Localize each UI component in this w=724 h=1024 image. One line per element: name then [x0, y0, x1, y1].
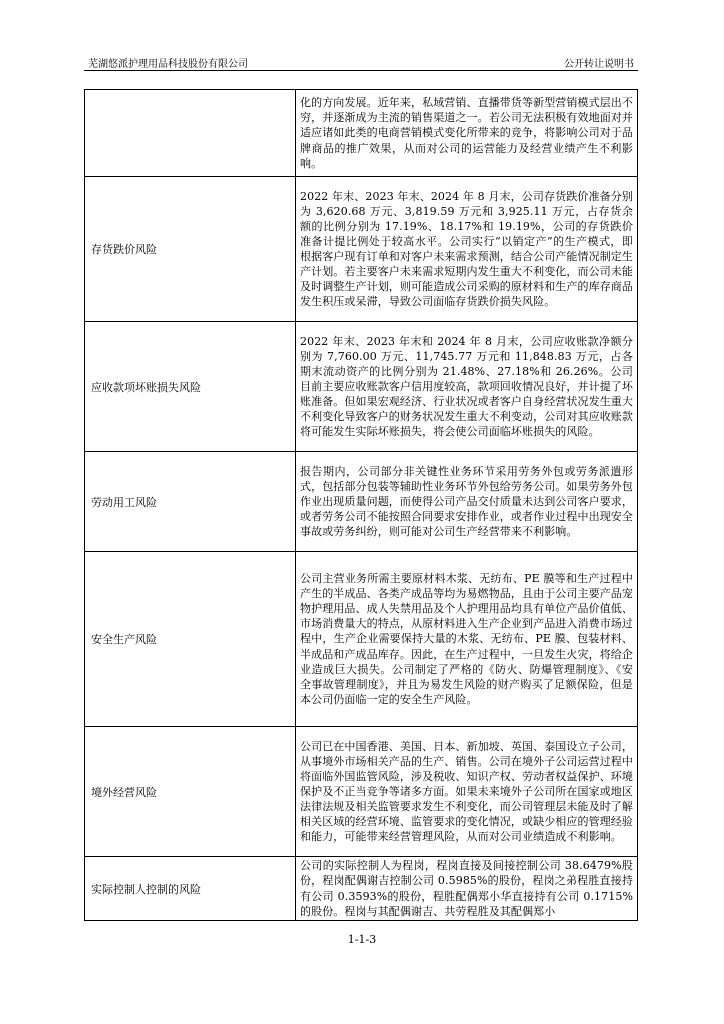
risk-description: 公司主营业务所需主要原材料木浆、无纺布、PE 膜等和生产过程中产生的半成品、各类产成品等均为易燃物品，且由于公司主要产品宠物护理用品、成人失禁用品及个人护理用品均具有单位产品价值低、市场消费量大的特点，从原材料进入生产企业到产品进入消费市场过程中，生产企业需要保持大量的木浆、无纺布、PE 膜、包装材料、半成品和产成品库存。因此，在生产过程中，一旦发生火灾，将给企业造成巨大损失。公司制定了严格的《防火、防爆管理制度》、《安全事故管理制度》，并且为易发生风险的财产购买了足额保险，但是本公司仍面临一定的安全生产风险。 — [296, 552, 638, 727]
page-header-company: 芜湖悠派护理用品科技股份有限公司 — [88, 59, 248, 70]
risk-name: 实际控制人控制的风险 — [85, 857, 296, 921]
table-row — [85, 90, 638, 177]
risk-table — [84, 89, 638, 921]
risk-name: 境外经营风险 — [85, 727, 296, 857]
table-row — [85, 727, 638, 857]
page-number: 1-1-3 — [347, 933, 377, 946]
header-divider — [84, 70, 638, 71]
risk-description: 公司已在中国香港、美国、日本、新加坡、英国、泰国设立子公司，从事境外市场相关产品的生产、销售。公司在境外子公司运营过程中将面临外国监管风险，涉及税收、知识产权、劳动者权益保护、环境保护及不正当竞争等诸多方面。如果未来境外子公司所在国家或地区法律法规及相关监管要求发生不利变化，而公司管理层未能及时了解相关区域的经营环境、监管要求的变化情况，或缺少相应的管理经验和能力，可能带来经营管理风险，从而对公司业绩造成不利影响。 — [296, 727, 638, 857]
table-row — [85, 452, 638, 552]
risk-description: 报告期内，公司部分非关键性业务环节采用劳务外包或劳务派遣形式，包括部分包装等辅助性业务环节外包给劳务公司。如果劳务外包作业出现质量问题，而使得公司产品交付质量未达到公司客户要求，或者劳务公司不能按照合同要求安排作业，或者作业过程中出现安全事故或劳务纠纷，则可能对公司生产经营带来不利影响。 — [296, 452, 638, 552]
risk-name: 劳动用工风险 — [85, 452, 296, 552]
risk-name: 存货跌价风险 — [85, 177, 296, 322]
risk-description: 公司的实际控制人为程岗，程岗直接及间接控制公司 38.6479%股份，程岗配偶谢吉控制公司 0.5985%的股份，程岗之弟程胜直接持有公司 0.3593%的股份，程胜配偶郑小华直接持有公司 0.1715%的股份。程岗与其配偶谢吉、共劳程胜及其配偶郑小 — [296, 857, 638, 921]
risk-description: 2022 年末、2023 年末和 2024 年 8 月末，公司应收账款净额分别为 7,760.00 万元、11,745.77 万元和 11,848.83 万元，占各期末流动资产的比例分别为 21.48%、27.18%和 26.26%。公司目前主要应收账款客户信用度较高，款项回收情况良好，并计提了坏账准备。但如果宏观经济、行业状况或者客户自身经营状况发生重大不利变化导致客户的财务状况发生重大不利变动，公司对其应收账款将可能发生实际坏账损失，将会使公司面临坏账损失的风险。 — [296, 322, 638, 452]
table-row — [85, 322, 638, 452]
risk-description: 化的方向发展。近年来，私域营销、直播带货等新型营销模式层出不穷，并逐渐成为主流的销售渠道之一。若公司无法积极有效地面对并适应诸如此类的电商营销模式变化所带来的竞争，将影响公司对于品牌商品的推广效果，从而对公司的运营能力及经营业绩产生不利影响。 — [296, 90, 638, 177]
risk-name — [85, 90, 296, 177]
table-row — [85, 177, 638, 322]
risk-description: 2022 年末、2023 年末、2024 年 8 月末，公司存货跌价准备分别为 3,620.68 万元、3,819.59 万元和 3,925.11 万元，占存货余额的比例分别为 17.19%、18.17%和 19.19%，公司的存货跌价准备计提比例处于较高水平。公司实行“以销定产”的生产模式，即根据客户现有订单和对客户未来需求预测，结合公司产能情况制定生产计划。若主要客户未来需求短期内发生重大不利变化，而公司未能及时调整生产计划，则可能造成公司采购的原材料和生产的库存商品发生积压或呆滞，导致公司面临存货跌价损失风险。 — [296, 177, 638, 322]
table-row — [85, 552, 638, 727]
risk-name: 应收款项坏账损失风险 — [85, 322, 296, 452]
risk-name: 安全生产风险 — [85, 552, 296, 727]
page-header-doc-type: 公开转让说明书 — [564, 59, 634, 70]
table-row — [85, 857, 638, 921]
